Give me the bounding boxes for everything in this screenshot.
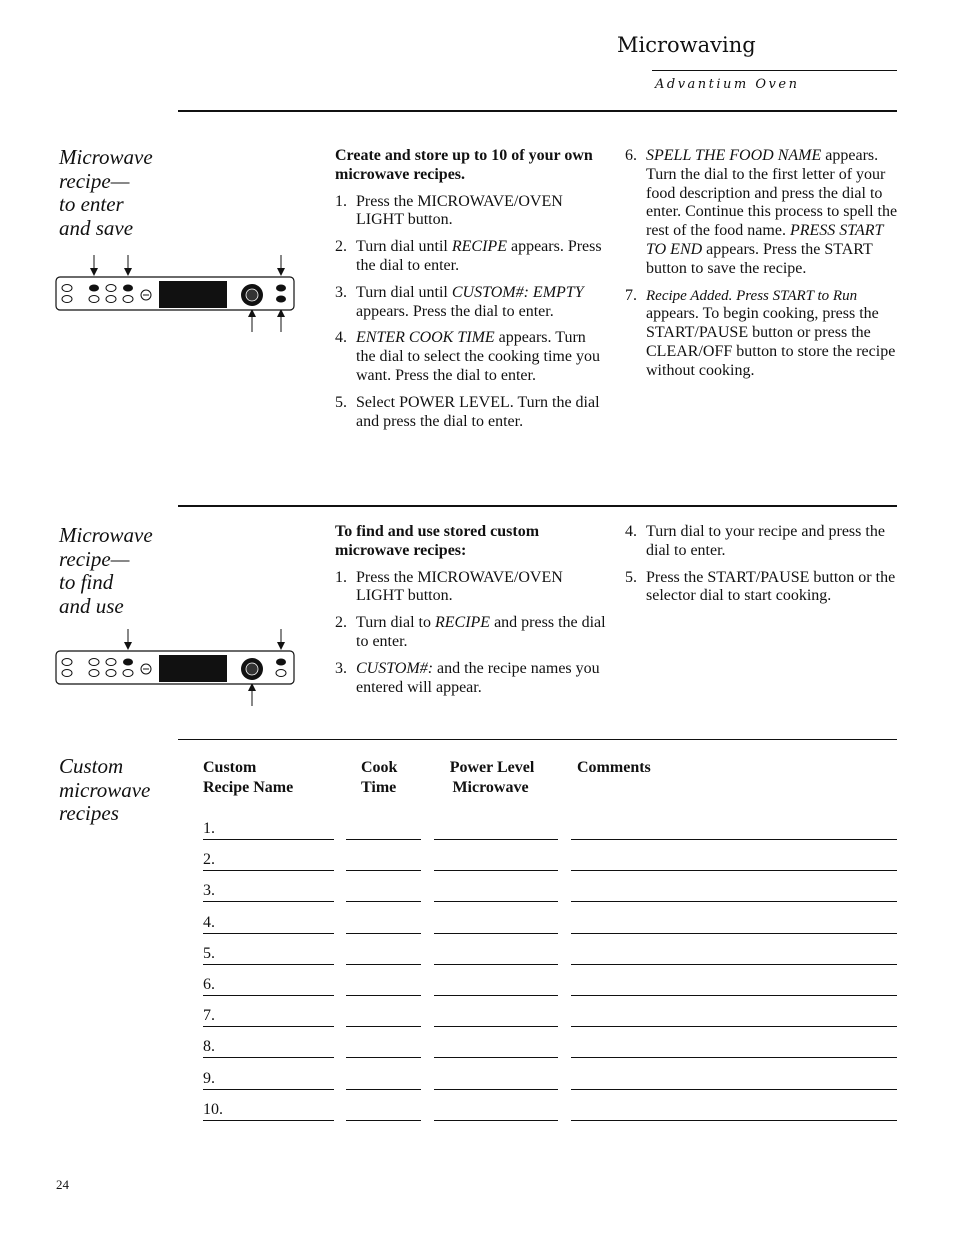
section1-steps-left [335,193,605,432]
power-level-field[interactable] [434,1057,558,1058]
cook-time-field[interactable] [346,933,421,934]
recipe-name-field[interactable] [203,1089,334,1090]
cook-time-field[interactable] [346,839,421,840]
section1-steps-right [625,147,900,381]
power-level-field[interactable] [434,1089,558,1090]
section2-left-column [335,523,610,705]
comments-field[interactable] [571,870,897,871]
cook-time-field[interactable] [346,995,421,996]
step-item [335,193,605,231]
step-number: 5. [335,393,347,411]
cook-time-field[interactable] [346,901,421,902]
step-item [625,287,900,381]
comments-field[interactable] [571,933,897,934]
step-number: 6. [625,147,637,164]
power-level-field[interactable] [434,964,558,965]
column-header-recipe-name: Custom Recipe Name [203,759,294,796]
step-number: 2. [335,614,347,632]
step-number: 3. [335,659,347,677]
step-item [335,394,605,432]
recipe-name-field[interactable] [203,1057,334,1058]
header-short-rule [652,70,897,71]
comments-field[interactable] [571,1057,897,1058]
section2-intro: To find and use stored custom microwave recipes: [335,523,540,559]
step-number: 4. [335,329,347,347]
column-header-cook-time: Cook Time [361,759,398,796]
step-text: Recipe Added. Press START to Run appears. To begin cooking, press the START/PAUSE button or press the CLEAR/OFF button to store the recipe without cooking. [646,287,896,379]
step-number: 3. [335,283,347,301]
section3-side-title: Custom microwave recipes [59,754,151,825]
comments-field[interactable] [571,995,897,996]
recipe-row-number: 7. [203,1007,215,1025]
cook-time-field[interactable] [346,1057,421,1058]
step-item [335,614,610,652]
comments-field[interactable] [571,964,897,965]
power-level-field[interactable] [434,995,558,996]
step-number: 1. [335,568,347,586]
step-number: 2. [335,238,347,256]
recipe-name-field[interactable] [203,1120,334,1121]
recipe-row-number: 8. [203,1038,215,1056]
recipe-name-field[interactable] [203,870,334,871]
recipe-row-number: 1. [203,820,215,837]
step-item [625,523,900,561]
step-item [335,329,605,385]
section1-left-column [335,147,605,439]
recipe-name-field[interactable] [203,901,334,902]
step-text: SPELL THE FOOD NAME appears. Turn the dial to the first letter of your food description and press the dial to enter. Continue this process to spell the rest of the food name. PRESS START TO END appears. Press the START button to save the recipe. [646,147,898,277]
section1-top-rule [178,110,897,112]
step-text: Press the START/PAUSE button or the selector dial to start cooking. [646,568,896,605]
section2-steps-left [335,569,610,698]
step-item [335,238,605,276]
comments-field[interactable] [571,1026,897,1027]
section1-intro: Create and store up to 10 of your own microwave recipes. [335,147,593,183]
section2-top-rule [178,505,897,507]
cook-time-field[interactable] [346,1026,421,1027]
control-panel-illustration-find [55,629,300,709]
section2-steps-right [625,523,900,606]
step-item [335,284,605,322]
step-text: Turn dial to your recipe and press the dial to enter. [646,523,885,559]
cook-time-field[interactable] [346,1120,421,1121]
recipe-row-number: 10. [203,1100,223,1118]
control-panel-illustration-enter [55,255,300,335]
recipe-row-number: 9. [203,1069,215,1087]
recipe-row-number: 3. [203,882,215,900]
step-text: Press the MICROWAVE/OVEN LIGHT button. [356,192,563,229]
section1-right-column [625,147,900,389]
recipe-row-number: 4. [203,913,215,931]
step-text: Turn dial until RECIPE appears. Press the dial to enter. [356,238,602,274]
comments-field[interactable] [571,1120,897,1121]
cook-time-field[interactable] [346,1089,421,1090]
recipe-row-number: 5. [203,944,215,962]
recipe-row-number: 2. [203,851,215,869]
cook-time-field[interactable] [346,870,421,871]
recipe-name-field[interactable] [203,995,334,996]
recipe-row-number: 6. [203,976,215,993]
comments-field[interactable] [571,901,897,902]
step-number: 1. [335,192,347,210]
step-number: 7. [625,286,637,304]
step-text: CUSTOM#: and the recipe names you entered will appear. [356,659,600,696]
power-level-field[interactable] [434,1120,558,1121]
recipe-name-field[interactable] [203,839,334,840]
step-item [625,569,900,607]
power-level-field[interactable] [434,870,558,871]
recipe-name-field[interactable] [203,933,334,934]
step-text: Turn dial until CUSTOM#: EMPTY appears. Press the dial to enter. [356,283,584,320]
step-text: Select POWER LEVEL. Turn the dial and press the dial to enter. [356,393,600,430]
section2-side-title: Microwave recipe— to find and use [59,523,153,618]
recipe-name-field[interactable] [203,964,334,965]
section1-side-title: Microwave recipe— to enter and save [59,145,153,240]
step-item [335,660,610,698]
step-text: Turn dial to RECIPE and press the dial to enter. [356,614,606,650]
section3-top-rule [178,739,897,740]
cook-time-field[interactable] [346,964,421,965]
power-level-field[interactable] [434,1026,558,1027]
step-text: Press the MICROWAVE/OVEN LIGHT button. [356,568,563,605]
power-level-field[interactable] [434,933,558,934]
column-header-comments: Comments [577,759,651,776]
section2-right-column [625,523,900,614]
step-number: 4. [625,523,637,540]
step-item [335,569,610,607]
page-subtitle: Advantium Oven [655,77,800,92]
recipe-name-field[interactable] [203,1026,334,1027]
power-level-field[interactable] [434,839,558,840]
comments-field[interactable] [571,839,897,840]
comments-field[interactable] [571,1089,897,1090]
step-text: ENTER COOK TIME appears. Turn the dial to select the cooking time you want. Press the dial to enter. [356,329,600,384]
page-number: 24 [56,1177,69,1192]
column-header-power-level: Power Level Microwave [449,759,535,796]
step-item [625,147,900,279]
power-level-field[interactable] [434,901,558,902]
step-number: 5. [625,568,637,586]
page-section-title: Microwaving [617,33,756,57]
